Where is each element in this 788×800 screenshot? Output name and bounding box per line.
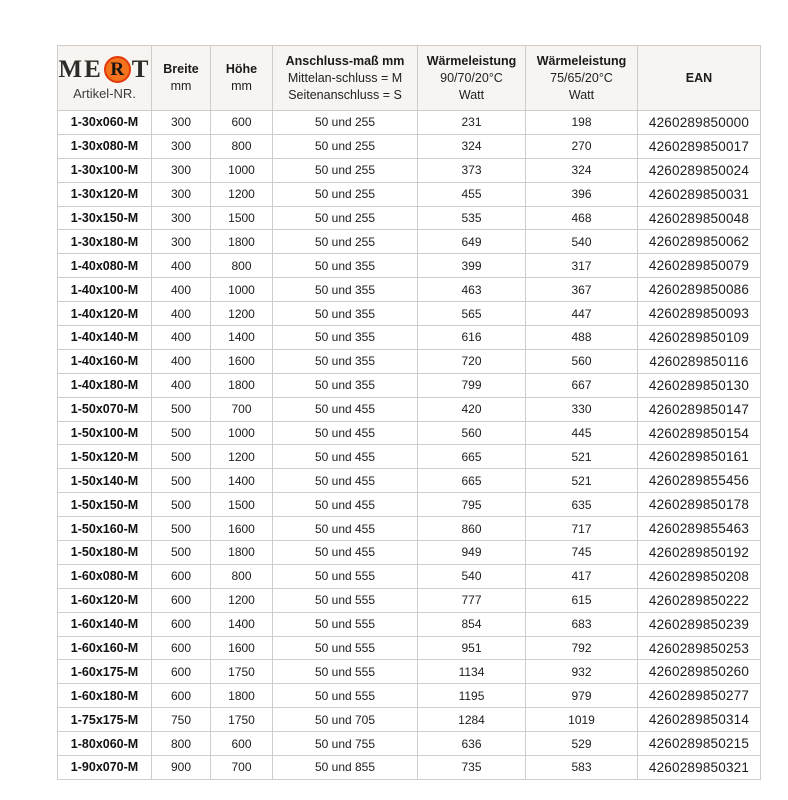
breite-cell: 600 bbox=[152, 588, 211, 612]
waermeleistung-90-cell: 560 bbox=[418, 421, 526, 445]
artikel-nr-cell: 1-40x120-M bbox=[58, 302, 152, 326]
waermeleistung-75-cell: 635 bbox=[526, 493, 638, 517]
table-row bbox=[58, 230, 761, 254]
hoehe-cell: 1200 bbox=[211, 588, 273, 612]
breite-cell: 500 bbox=[152, 397, 211, 421]
anschluss-mass-cell: 50 und 555 bbox=[273, 564, 418, 588]
anschluss-mass-cell: 50 und 555 bbox=[273, 588, 418, 612]
waermeleistung-90-cell: 565 bbox=[418, 302, 526, 326]
logo-letters-post: T bbox=[131, 55, 151, 83]
hoehe-cell: 700 bbox=[211, 756, 273, 780]
logo-letters-pre: ME bbox=[58, 55, 103, 83]
breite-cell: 500 bbox=[152, 541, 211, 565]
artikel-nr-label: Artikel-NR. bbox=[73, 85, 136, 101]
hoehe-cell: 600 bbox=[211, 111, 273, 135]
breite-cell: 300 bbox=[152, 230, 211, 254]
anschluss-mass-cell: 50 und 355 bbox=[273, 373, 418, 397]
hoehe-cell: 1600 bbox=[211, 517, 273, 541]
table-row bbox=[58, 445, 761, 469]
waermeleistung-90-cell: 777 bbox=[418, 588, 526, 612]
ean-cell: 4260289850116 bbox=[638, 349, 761, 373]
anschluss-mass-cell: 50 und 455 bbox=[273, 397, 418, 421]
ean-cell: 4260289850031 bbox=[638, 182, 761, 206]
table-row bbox=[58, 397, 761, 421]
waermeleistung-75-cell: 717 bbox=[526, 517, 638, 541]
hoehe-title: Höhe bbox=[225, 62, 258, 76]
waermeleistung-90-cell: 860 bbox=[418, 517, 526, 541]
table-row bbox=[58, 612, 761, 636]
ean-cell: 4260289850093 bbox=[638, 302, 761, 326]
table-row bbox=[58, 756, 761, 780]
anschluss-mass-cell: 50 und 555 bbox=[273, 636, 418, 660]
waermeleistung-75-cell: 317 bbox=[526, 254, 638, 278]
table-row bbox=[58, 493, 761, 517]
artikel-nr-cell: 1-30x060-M bbox=[58, 111, 152, 135]
ean-title: EAN bbox=[685, 70, 713, 85]
anschluss-mass-cell: 50 und 755 bbox=[273, 732, 418, 756]
table-row bbox=[58, 254, 761, 278]
table-row bbox=[58, 684, 761, 708]
breite-cell: 750 bbox=[152, 708, 211, 732]
breite-cell: 500 bbox=[152, 517, 211, 541]
waermeleistung-90-cell: 1284 bbox=[418, 708, 526, 732]
anschluss-mass-cell: 50 und 355 bbox=[273, 326, 418, 350]
waermeleistung-75-cell: 445 bbox=[526, 421, 638, 445]
table-row bbox=[58, 517, 761, 541]
artikel-nr-cell: 1-40x080-M bbox=[58, 254, 152, 278]
table-row bbox=[58, 326, 761, 350]
waermeleistung-75-cell: 529 bbox=[526, 732, 638, 756]
waermeleistung-75-cell: 932 bbox=[526, 660, 638, 684]
artikel-nr-cell: 1-40x180-M bbox=[58, 373, 152, 397]
anschluss-mass-cell: 50 und 355 bbox=[273, 349, 418, 373]
ean-cell: 4260289850024 bbox=[638, 158, 761, 182]
anschluss-mass-cell: 50 und 705 bbox=[273, 708, 418, 732]
hoehe-cell: 1500 bbox=[211, 493, 273, 517]
artikel-nr-cell: 1-40x160-M bbox=[58, 349, 152, 373]
anschluss-title: Anschluss-maß mm bbox=[285, 53, 405, 68]
watt90-temp: 90/70/20°C bbox=[440, 70, 503, 85]
watt75-title: Wärmeleistung bbox=[536, 53, 627, 68]
waermeleistung-75-cell: 521 bbox=[526, 445, 638, 469]
waermeleistung-90-cell: 231 bbox=[418, 111, 526, 135]
waermeleistung-75-cell: 745 bbox=[526, 541, 638, 565]
artikel-nr-cell: 1-30x100-M bbox=[58, 158, 152, 182]
artikel-nr-cell: 1-30x180-M bbox=[58, 230, 152, 254]
breite-title: Breite bbox=[163, 62, 199, 76]
artikel-nr-cell: 1-60x140-M bbox=[58, 612, 152, 636]
ean-cell: 4260289850154 bbox=[638, 421, 761, 445]
anschluss-mass-cell: 50 und 255 bbox=[273, 158, 418, 182]
breite-cell: 400 bbox=[152, 302, 211, 326]
waermeleistung-90-cell: 399 bbox=[418, 254, 526, 278]
hoehe-cell: 1000 bbox=[211, 158, 273, 182]
artikel-nr-cell: 1-30x120-M bbox=[58, 182, 152, 206]
header-hoehe bbox=[211, 46, 273, 111]
ean-cell: 4260289850048 bbox=[638, 206, 761, 230]
breite-cell: 800 bbox=[152, 732, 211, 756]
table-row bbox=[58, 158, 761, 182]
anschluss-mass-cell: 50 und 555 bbox=[273, 684, 418, 708]
header-anschluss bbox=[273, 46, 418, 111]
waermeleistung-75-cell: 583 bbox=[526, 756, 638, 780]
waermeleistung-90-cell: 951 bbox=[418, 636, 526, 660]
ean-cell: 4260289850147 bbox=[638, 397, 761, 421]
anschluss-seiten: Seitenanschluss = S bbox=[288, 87, 402, 102]
waermeleistung-75-cell: 560 bbox=[526, 349, 638, 373]
hoehe-cell: 1600 bbox=[211, 636, 273, 660]
waermeleistung-75-cell: 417 bbox=[526, 564, 638, 588]
artikel-nr-cell: 1-75x175-M bbox=[58, 708, 152, 732]
watt75-unit: Watt bbox=[568, 87, 595, 102]
artikel-nr-cell: 1-50x150-M bbox=[58, 493, 152, 517]
anschluss-mass-cell: 50 und 255 bbox=[273, 230, 418, 254]
breite-cell: 600 bbox=[152, 660, 211, 684]
table-row bbox=[58, 636, 761, 660]
table-row bbox=[58, 660, 761, 684]
waermeleistung-75-cell: 667 bbox=[526, 373, 638, 397]
table-row bbox=[58, 588, 761, 612]
table-body bbox=[58, 111, 761, 780]
header-row bbox=[58, 46, 761, 111]
table-row bbox=[58, 349, 761, 373]
watt90-unit: Watt bbox=[458, 87, 485, 102]
waermeleistung-75-cell: 270 bbox=[526, 134, 638, 158]
anschluss-mass-cell: 50 und 455 bbox=[273, 445, 418, 469]
hoehe-cell: 1500 bbox=[211, 206, 273, 230]
breite-cell: 400 bbox=[152, 254, 211, 278]
breite-cell: 500 bbox=[152, 421, 211, 445]
hoehe-cell: 700 bbox=[211, 397, 273, 421]
waermeleistung-75-cell: 1019 bbox=[526, 708, 638, 732]
header-waermeleistung-75 bbox=[526, 46, 638, 111]
mert-logo bbox=[60, 56, 149, 101]
waermeleistung-90-cell: 854 bbox=[418, 612, 526, 636]
table-row bbox=[58, 373, 761, 397]
ean-cell: 4260289850062 bbox=[638, 230, 761, 254]
breite-cell: 900 bbox=[152, 756, 211, 780]
artikel-nr-cell: 1-50x180-M bbox=[58, 541, 152, 565]
breite-cell: 400 bbox=[152, 373, 211, 397]
ean-cell: 4260289855456 bbox=[638, 469, 761, 493]
waermeleistung-75-cell: 468 bbox=[526, 206, 638, 230]
table-row bbox=[58, 278, 761, 302]
table-row bbox=[58, 134, 761, 158]
hoehe-cell: 1200 bbox=[211, 445, 273, 469]
table-row bbox=[58, 541, 761, 565]
artikel-nr-cell: 1-60x080-M bbox=[58, 564, 152, 588]
hoehe-cell: 1750 bbox=[211, 708, 273, 732]
ean-cell: 4260289850314 bbox=[638, 708, 761, 732]
breite-cell: 300 bbox=[152, 182, 211, 206]
artikel-nr-cell: 1-50x120-M bbox=[58, 445, 152, 469]
hoehe-cell: 1400 bbox=[211, 612, 273, 636]
anschluss-mass-cell: 50 und 455 bbox=[273, 421, 418, 445]
waermeleistung-75-cell: 792 bbox=[526, 636, 638, 660]
ean-cell: 4260289850178 bbox=[638, 493, 761, 517]
header-artikel-nr bbox=[58, 46, 152, 111]
waermeleistung-90-cell: 463 bbox=[418, 278, 526, 302]
waermeleistung-75-cell: 367 bbox=[526, 278, 638, 302]
waermeleistung-75-cell: 324 bbox=[526, 158, 638, 182]
ean-cell: 4260289850130 bbox=[638, 373, 761, 397]
waermeleistung-90-cell: 665 bbox=[418, 445, 526, 469]
artikel-nr-cell: 1-80x060-M bbox=[58, 732, 152, 756]
artikel-nr-cell: 1-30x080-M bbox=[58, 134, 152, 158]
waermeleistung-75-cell: 488 bbox=[526, 326, 638, 350]
hoehe-cell: 1800 bbox=[211, 373, 273, 397]
breite-cell: 500 bbox=[152, 469, 211, 493]
hoehe-cell: 800 bbox=[211, 134, 273, 158]
breite-cell: 300 bbox=[152, 206, 211, 230]
hoehe-cell: 1000 bbox=[211, 421, 273, 445]
waermeleistung-75-cell: 521 bbox=[526, 469, 638, 493]
watt75-temp: 75/65/20°C bbox=[550, 70, 613, 85]
waermeleistung-90-cell: 420 bbox=[418, 397, 526, 421]
ean-cell: 4260289850086 bbox=[638, 278, 761, 302]
breite-unit: mm bbox=[170, 79, 192, 93]
waermeleistung-90-cell: 1134 bbox=[418, 660, 526, 684]
waermeleistung-90-cell: 455 bbox=[418, 182, 526, 206]
ean-cell: 4260289850239 bbox=[638, 612, 761, 636]
artikel-nr-cell: 1-60x180-M bbox=[58, 684, 152, 708]
breite-cell: 600 bbox=[152, 684, 211, 708]
waermeleistung-90-cell: 1195 bbox=[418, 684, 526, 708]
artikel-nr-cell: 1-60x175-M bbox=[58, 660, 152, 684]
waermeleistung-75-cell: 615 bbox=[526, 588, 638, 612]
artikel-nr-cell: 1-40x140-M bbox=[58, 326, 152, 350]
table-row bbox=[58, 708, 761, 732]
artikel-nr-cell: 1-60x120-M bbox=[58, 588, 152, 612]
ean-cell: 4260289850215 bbox=[638, 732, 761, 756]
waermeleistung-75-cell: 540 bbox=[526, 230, 638, 254]
waermeleistung-75-cell: 979 bbox=[526, 684, 638, 708]
anschluss-mass-cell: 50 und 255 bbox=[273, 182, 418, 206]
ean-cell: 4260289850253 bbox=[638, 636, 761, 660]
anschluss-mass-cell: 50 und 255 bbox=[273, 134, 418, 158]
ean-cell: 4260289850079 bbox=[638, 254, 761, 278]
hoehe-cell: 1200 bbox=[211, 302, 273, 326]
ean-cell: 4260289850222 bbox=[638, 588, 761, 612]
ean-cell: 4260289850017 bbox=[638, 134, 761, 158]
waermeleistung-75-cell: 330 bbox=[526, 397, 638, 421]
anschluss-mass-cell: 50 und 555 bbox=[273, 660, 418, 684]
waermeleistung-90-cell: 795 bbox=[418, 493, 526, 517]
waermeleistung-90-cell: 735 bbox=[418, 756, 526, 780]
breite-cell: 600 bbox=[152, 564, 211, 588]
logo-circle-icon: R bbox=[104, 56, 131, 83]
table-row bbox=[58, 302, 761, 326]
hoehe-cell: 1800 bbox=[211, 684, 273, 708]
table-header bbox=[58, 46, 761, 111]
hoehe-cell: 1800 bbox=[211, 230, 273, 254]
hoehe-cell: 1000 bbox=[211, 278, 273, 302]
hoehe-cell: 1800 bbox=[211, 541, 273, 565]
hoehe-cell: 1400 bbox=[211, 326, 273, 350]
hoehe-unit: mm bbox=[231, 79, 252, 93]
table-row bbox=[58, 206, 761, 230]
breite-cell: 600 bbox=[152, 636, 211, 660]
breite-cell: 400 bbox=[152, 349, 211, 373]
ean-cell: 4260289850161 bbox=[638, 445, 761, 469]
ean-cell: 4260289850109 bbox=[638, 326, 761, 350]
anschluss-mass-cell: 50 und 355 bbox=[273, 302, 418, 326]
ean-cell: 4260289850321 bbox=[638, 756, 761, 780]
breite-cell: 300 bbox=[152, 134, 211, 158]
ean-cell: 4260289850260 bbox=[638, 660, 761, 684]
anschluss-mass-cell: 50 und 455 bbox=[273, 493, 418, 517]
waermeleistung-90-cell: 535 bbox=[418, 206, 526, 230]
hoehe-cell: 800 bbox=[211, 564, 273, 588]
artikel-nr-cell: 1-50x140-M bbox=[58, 469, 152, 493]
artikel-nr-cell: 1-50x100-M bbox=[58, 421, 152, 445]
mert-wordmark bbox=[59, 56, 151, 83]
anschluss-mass-cell: 50 und 255 bbox=[273, 206, 418, 230]
watt90-title: Wärmeleistung bbox=[426, 53, 517, 68]
anschluss-mass-cell: 50 und 355 bbox=[273, 254, 418, 278]
anschluss-mass-cell: 50 und 355 bbox=[273, 278, 418, 302]
table-row bbox=[58, 421, 761, 445]
anschluss-mass-cell: 50 und 855 bbox=[273, 756, 418, 780]
breite-cell: 500 bbox=[152, 445, 211, 469]
anschluss-mass-cell: 50 und 555 bbox=[273, 612, 418, 636]
ean-cell: 4260289850000 bbox=[638, 111, 761, 135]
table-row bbox=[58, 564, 761, 588]
anschluss-mass-cell: 50 und 255 bbox=[273, 111, 418, 135]
ean-cell: 4260289855463 bbox=[638, 517, 761, 541]
waermeleistung-90-cell: 720 bbox=[418, 349, 526, 373]
product-spec-table bbox=[57, 45, 761, 780]
waermeleistung-90-cell: 949 bbox=[418, 541, 526, 565]
artikel-nr-cell: 1-40x100-M bbox=[58, 278, 152, 302]
waermeleistung-90-cell: 799 bbox=[418, 373, 526, 397]
header-ean bbox=[638, 46, 761, 111]
breite-cell: 300 bbox=[152, 158, 211, 182]
waermeleistung-90-cell: 324 bbox=[418, 134, 526, 158]
table-row bbox=[58, 182, 761, 206]
waermeleistung-90-cell: 616 bbox=[418, 326, 526, 350]
anschluss-mittel: Mittelan-schluss = M bbox=[287, 70, 403, 85]
breite-cell: 400 bbox=[152, 278, 211, 302]
hoehe-cell: 800 bbox=[211, 254, 273, 278]
header-breite bbox=[152, 46, 211, 111]
product-spec-table-wrap bbox=[57, 45, 761, 780]
waermeleistung-75-cell: 447 bbox=[526, 302, 638, 326]
anschluss-mass-cell: 50 und 455 bbox=[273, 517, 418, 541]
artikel-nr-cell: 1-60x160-M bbox=[58, 636, 152, 660]
waermeleistung-75-cell: 683 bbox=[526, 612, 638, 636]
breite-cell: 400 bbox=[152, 326, 211, 350]
hoehe-cell: 1400 bbox=[211, 469, 273, 493]
anschluss-mass-cell: 50 und 455 bbox=[273, 541, 418, 565]
ean-cell: 4260289850192 bbox=[638, 541, 761, 565]
header-waermeleistung-90 bbox=[418, 46, 526, 111]
artikel-nr-cell: 1-90x070-M bbox=[58, 756, 152, 780]
breite-cell: 300 bbox=[152, 111, 211, 135]
artikel-nr-cell: 1-30x150-M bbox=[58, 206, 152, 230]
table-row bbox=[58, 732, 761, 756]
waermeleistung-90-cell: 540 bbox=[418, 564, 526, 588]
ean-cell: 4260289850208 bbox=[638, 564, 761, 588]
breite-cell: 500 bbox=[152, 493, 211, 517]
waermeleistung-90-cell: 636 bbox=[418, 732, 526, 756]
artikel-nr-cell: 1-50x070-M bbox=[58, 397, 152, 421]
anschluss-mass-cell: 50 und 455 bbox=[273, 469, 418, 493]
hoehe-cell: 1750 bbox=[211, 660, 273, 684]
hoehe-cell: 600 bbox=[211, 732, 273, 756]
waermeleistung-75-cell: 198 bbox=[526, 111, 638, 135]
artikel-nr-cell: 1-50x160-M bbox=[58, 517, 152, 541]
hoehe-cell: 1600 bbox=[211, 349, 273, 373]
breite-cell: 600 bbox=[152, 612, 211, 636]
waermeleistung-75-cell: 396 bbox=[526, 182, 638, 206]
table-row bbox=[58, 469, 761, 493]
waermeleistung-90-cell: 649 bbox=[418, 230, 526, 254]
table-row bbox=[58, 111, 761, 135]
waermeleistung-90-cell: 373 bbox=[418, 158, 526, 182]
ean-cell: 4260289850277 bbox=[638, 684, 761, 708]
waermeleistung-90-cell: 665 bbox=[418, 469, 526, 493]
hoehe-cell: 1200 bbox=[211, 182, 273, 206]
